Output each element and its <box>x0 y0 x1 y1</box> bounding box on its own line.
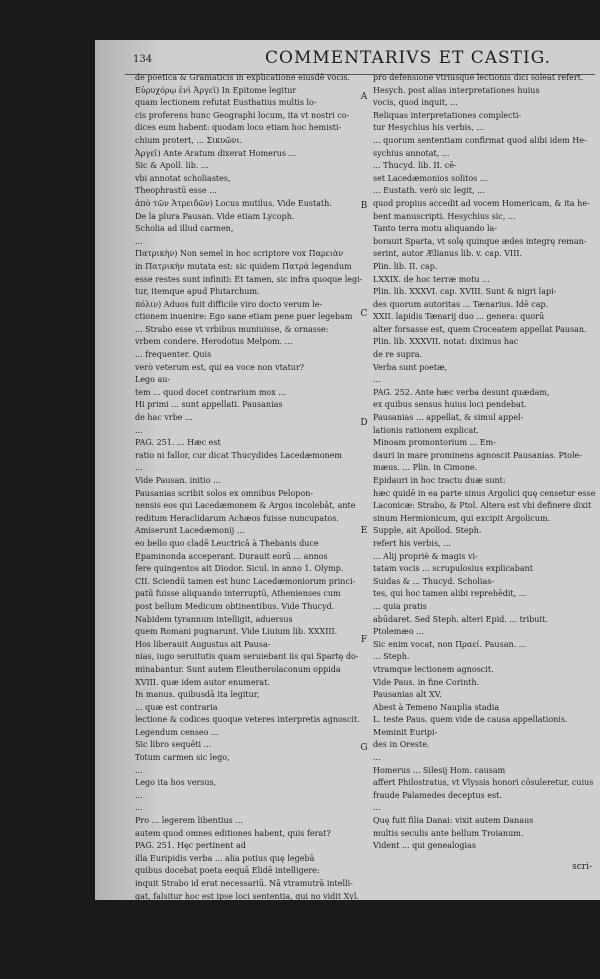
text-line: post bellum Medicum obtinentibus. Vide Thucyd. <box>135 601 335 611</box>
text-line: reditum Heraclidarum Achæos fuisse nuncupatos. <box>135 513 339 523</box>
text-line: autem quod omnes editiones habent, quis ferat? <box>135 828 331 838</box>
text-line: des in Oreste. <box>373 740 430 750</box>
text-line: quem Romani pugnarunt. Vide Liuium lib. XXXIII. <box>135 627 338 637</box>
book-page <box>95 40 600 977</box>
text-line: Reliquas interpretationes complecti- <box>373 110 522 120</box>
text-line: Epidauri in hoc tractu duæ sunt: <box>373 476 506 485</box>
text-line: tes, qui hoc tamen alibi reprehēdit, ... <box>373 589 527 599</box>
text-line: borauit Sparta, vt solę quinque ædes integrę reman- <box>373 236 587 246</box>
text-line: minabantur. Sunt autem Eleutherolaconum oppida <box>135 664 341 674</box>
text-line: Tanto terra motu aliquando la- <box>373 224 498 234</box>
text-line: Hesych. post alias interpretationes huius <box>373 85 540 95</box>
text-line: de hac vrbe ... <box>135 413 193 423</box>
text-line: bent manuscripti. Hesychius sic, ... <box>373 211 516 221</box>
text-line: quod propius accedit ad vocem Homericam, & ita he- <box>373 198 590 208</box>
text-line: Πατρικὴν) Non semel in hoc scriptore vox Παρειὰν <box>135 249 344 259</box>
text-line: Pausanias scribit solos ex omnibus Pelopon- <box>135 488 314 498</box>
text-line: Lego ita hos versus, <box>135 778 217 788</box>
text-line: Plin. lib. XXXVI. cap. XVIII. Sunt & nigri lapi- <box>373 287 557 297</box>
text-line: Amiserunt Lacedæmonij ... <box>135 526 245 536</box>
text-line: tur Hesychius his verbis, ... <box>373 123 484 133</box>
text-line: se sæpe repetit Strabo. <box>135 929 230 939</box>
text-line: Sic libro sequēti ... <box>135 740 212 750</box>
text-line: Disputat de Homeri loco, aut locis po- <box>135 941 289 951</box>
text-line: XXII. lapidis Tænarij duo ... genera: quorū <box>373 312 545 322</box>
text-line: refert his verbis, ... <box>373 538 451 548</box>
text-line: inquit Strabo id erat necessariū. Nā vtramutrā intelli- <box>135 879 353 888</box>
text-line: multis seculis ante bellum Troianum. <box>373 828 524 838</box>
text-line: ... <box>373 753 381 763</box>
text-line: Plin. lib. XXXVII. notat: diximus hac <box>373 337 519 347</box>
text-line: Quę fuit filia Danai: vixit autem Danaus <box>373 816 534 826</box>
text-line: ... <box>135 803 143 813</box>
text-line: cis proferens hunc Geographi locum, ita vt nostri co- <box>135 110 350 120</box>
text-line: mæus. ... Plin. in Cimone. <box>373 463 478 473</box>
text-line: fert duplicem scripturam vocis quæ de agitur: & quid <box>135 967 353 977</box>
text-line: ... Eustath. verò sic legit, ... <box>373 186 485 196</box>
text-line: chium protert, ... Σικυῶνι. <box>135 135 243 145</box>
text-line: dauri in mare prominens agnoscit Pausanias. Ptole- <box>373 450 582 460</box>
text-line: eo bello quo cladē Leuctricā à Thebanis duce <box>135 538 319 548</box>
text-line: Sic enim vocat, non Πραεί. Pausan. ... <box>373 639 527 649</box>
text-line: Hi primi ... sunt appellati. Pausanias <box>135 400 283 410</box>
text-line: ... <box>135 463 143 473</box>
text-line: L. teste Paus. quem vide de causa appellationis. <box>373 715 568 725</box>
text-line: vtramque lectionem agnoscit. <box>373 664 494 674</box>
text-line: tatam vocis ... scrupulosius explicabant <box>373 564 533 574</box>
text-line: Laconicæ: Strabo, & Ptol. Altera est vbi definere dixit <box>373 501 592 511</box>
text-line: quam lectionem refutat Eusthatius multis lo- <box>135 98 317 108</box>
section-letter: F <box>360 634 368 645</box>
text-line: serint, autor Ælianus lib. v. cap. VIII. <box>373 249 523 259</box>
text-line: ... quorum sententiam confirmat quod alibi idem He- <box>373 135 587 145</box>
text-line: LXXIX. de hoc terræ motu ... <box>373 274 490 284</box>
text-line: nensis eos qui Lacedæmonem & Argos incolebāt, ante <box>135 501 356 511</box>
text-line: interpres legit ... Pheras autem Messeniæ fuis- <box>135 916 326 926</box>
page-number: 134 <box>133 54 153 65</box>
text-line: ... <box>135 425 143 435</box>
text-line: PAG. 251. Hęc pertinent ad <box>135 841 246 851</box>
right-column <box>373 72 595 853</box>
text-line: set Lacedæmonios solitos ... <box>373 173 488 183</box>
text-line: patū fuisse aliquando interruptū, Athenienses cum <box>135 589 341 599</box>
text-line: De la plura Pausan. Vide etiam Lycoph. <box>135 211 295 221</box>
text-line: des quorum autoritas ... Tænarius. Idē cap. <box>373 299 549 309</box>
text-line: ... <box>373 803 381 813</box>
text-line: Ptolemæo ... <box>373 627 424 637</box>
text-line: dices eum habent: quodam loco etiam hoc hemisti- <box>135 123 342 133</box>
text-line: gat, falsitur hoc est ipse loci sententia, qui no vidit Xyl. <box>135 891 359 901</box>
text-line: CII. Sciendū tamen est hunc Lacedæmoniorum princi- <box>135 576 356 586</box>
left-column <box>135 72 363 979</box>
text-line: de re supra. <box>373 350 423 360</box>
text-line: πόλιν) Aduos fuit difficile viro docto verum le- <box>135 299 323 309</box>
text-line: ... quia pratis <box>373 601 427 611</box>
section-letter: G <box>360 743 368 754</box>
text-line: Lego au- <box>135 375 171 385</box>
text-line: illa Euripidis verba ... alia potius quę legebā <box>135 853 315 863</box>
text-line: lectione & codices quoque veteres interpretis agnoscit. <box>135 715 360 725</box>
running-title: COMMENTARIVS ET CASTIG. <box>265 48 552 68</box>
text-line: ... Steph. <box>373 652 410 662</box>
text-line: tem ... quod docet contrarium mox ... <box>135 387 286 397</box>
text-line: Pausanias alt XV. <box>373 690 442 700</box>
text-line: Sic & Apoll. lib. ... <box>135 161 209 171</box>
section-letter: C <box>360 309 368 320</box>
text-line: tur, itemque apud Plutarchum. <box>135 287 260 297</box>
text-line: ex quibus sensus huius loci pendebat. <box>373 400 527 410</box>
text-line: Totum carmen sic lego, <box>135 753 230 763</box>
text-line: lationis rationem explicat. <box>373 425 479 435</box>
text-line: ctionem inuenire: Ego sane etiam pene puer legebam <box>135 312 353 322</box>
text-line: Ἀργεϊ) Ante Aratum dixerat Homerus ... <box>135 148 297 158</box>
text-line: Plin. lib. II. cap. <box>373 261 438 271</box>
catchword: scri- <box>572 862 592 872</box>
text-line: PAG. 252. Ante hæc verba desunt quædam, <box>373 387 550 397</box>
text-line: Meminit Euripi- <box>373 727 438 737</box>
text-line: verò veterum est, qui ea voce non vtatur? <box>135 362 305 372</box>
text-line: fraude Palamedes deceptus est. <box>373 790 502 800</box>
page-header <box>95 46 600 72</box>
section-letter: D <box>360 417 368 428</box>
text-line: PAG. 251. ... Hæc est <box>135 438 221 448</box>
text-line: Messenorum nulla alibi fit mentio, prior <box>135 904 298 914</box>
text-line: sinum Hermionicum, qui excipit Argolicum. <box>373 513 551 523</box>
text-line: Hos liberauit Augustus ait Pausa- <box>135 639 271 649</box>
text-line: Abest à Temeno Nauplia stadia <box>373 702 500 712</box>
text-line: Suidas & ... Thucyd. Scholias- <box>373 576 495 586</box>
text-line: XVIII. quæ idem autor enumerat. <box>135 677 270 687</box>
text-line: ... <box>135 765 143 775</box>
text-line: Minoam promontorium ... Em- <box>373 438 496 448</box>
text-line: ratio ni fallor, cur dicat Thucydides Lacedæmonem <box>135 450 342 460</box>
section-letter: B <box>360 200 368 211</box>
text-line: In manus. quibusdā ita legitur, <box>135 690 260 700</box>
text-line: ... Strabo esse vt vrbibus muniuisse, & ornasse: <box>135 324 329 334</box>
text-line: alter forsasse est, quem Croceatem appellat Pausan. <box>373 324 587 334</box>
text-line: tius: Nam sæpe ita appellatur à poeta Lacedæmon. Af- <box>135 954 357 964</box>
text-line: Verba sunt poetæ, <box>373 362 448 372</box>
section-letter: E <box>360 526 368 537</box>
text-line: hæc quidē in ea parte sinus Argolici quę censetur esse <box>373 488 596 498</box>
text-line: Scholia ad illud carmen, <box>135 224 234 234</box>
text-line: nias, iugo seruitutis quam seruiebant iis qui Spartę do- <box>135 652 359 662</box>
text-line: ... <box>373 375 381 385</box>
text-line: Εὐρυχόρῳ ἐνὶ Ἀργεϊ) In Epitome legitur <box>135 85 297 95</box>
text-line: in Πατρικὴν mutata est: sic quidem Πατρὰ legendum <box>135 261 352 271</box>
text-line: ... quæ est contraria <box>135 702 218 712</box>
text-line: affert Philostratus, vt Vlyssis honori cōsuleretur, cuius <box>373 778 594 788</box>
text-line: fere quingentos ait Diodor. Sicul. in anno 1. Olymp. <box>135 564 344 574</box>
text-line: Vide Pausan. initio ... <box>135 476 221 485</box>
text-line: Pro ... legerem libentius ... <box>135 816 243 826</box>
text-line: ... Thucyd. lib. II. cē- <box>373 161 457 171</box>
text-line: sychius annotat, ... <box>373 148 450 158</box>
gutter-letters <box>357 72 371 872</box>
text-line: Nabidem tyrannum intelligit, aduersus <box>135 614 293 624</box>
text-line: vrbem condere. Herodotus Melpom. ... <box>135 337 293 347</box>
text-line: ... Alij propriè & magis vi- <box>373 551 478 561</box>
text-line: ἀπὸ τῶν Ἀτρειδῶν) Locus mutilus. Vide Eustath. <box>135 198 332 208</box>
text-line: ... <box>135 236 143 246</box>
text-line: de poetica & Gramaticis in explicatione eiusdē vocis. <box>135 73 351 82</box>
text-line: Pausanias ... appellat, & simul appel- <box>373 413 524 423</box>
text-line: esse restes sunt infiniti: Et tamen, sic infra quoque legi- <box>135 274 363 284</box>
text-line: Homerus ... Silesij Hom. causam <box>373 765 506 775</box>
text-line: ... frequenter. Quis <box>135 350 212 360</box>
text-line: ... <box>135 790 143 800</box>
text-line: Theophrastū esse ... <box>135 186 217 196</box>
text-line: pro defensione vtriusque lectionis dici soleat refert. <box>373 73 584 82</box>
text-line: Vident ... qui genealogias <box>373 841 476 851</box>
section-letter: A <box>360 92 368 102</box>
text-line: abūdaret. Sed Steph. alteri Epid. ... tribuit. <box>373 614 548 624</box>
text-line: Vide Paus. in fine Corinth. <box>373 677 480 687</box>
text-line: quibus docebat poeta eequā Elidē intelligere: <box>135 866 320 876</box>
text-line: Epaminonda acceperant. Durauit eorū ... annos <box>135 551 328 561</box>
text-line: Legendum censeo ... <box>135 727 219 737</box>
text-line: vocis, quod inquit, ... <box>373 98 458 108</box>
text-line: vbi annotat scholiastes, <box>135 173 231 183</box>
text-line: Supple, ait Apollod. Steph. <box>373 526 482 536</box>
